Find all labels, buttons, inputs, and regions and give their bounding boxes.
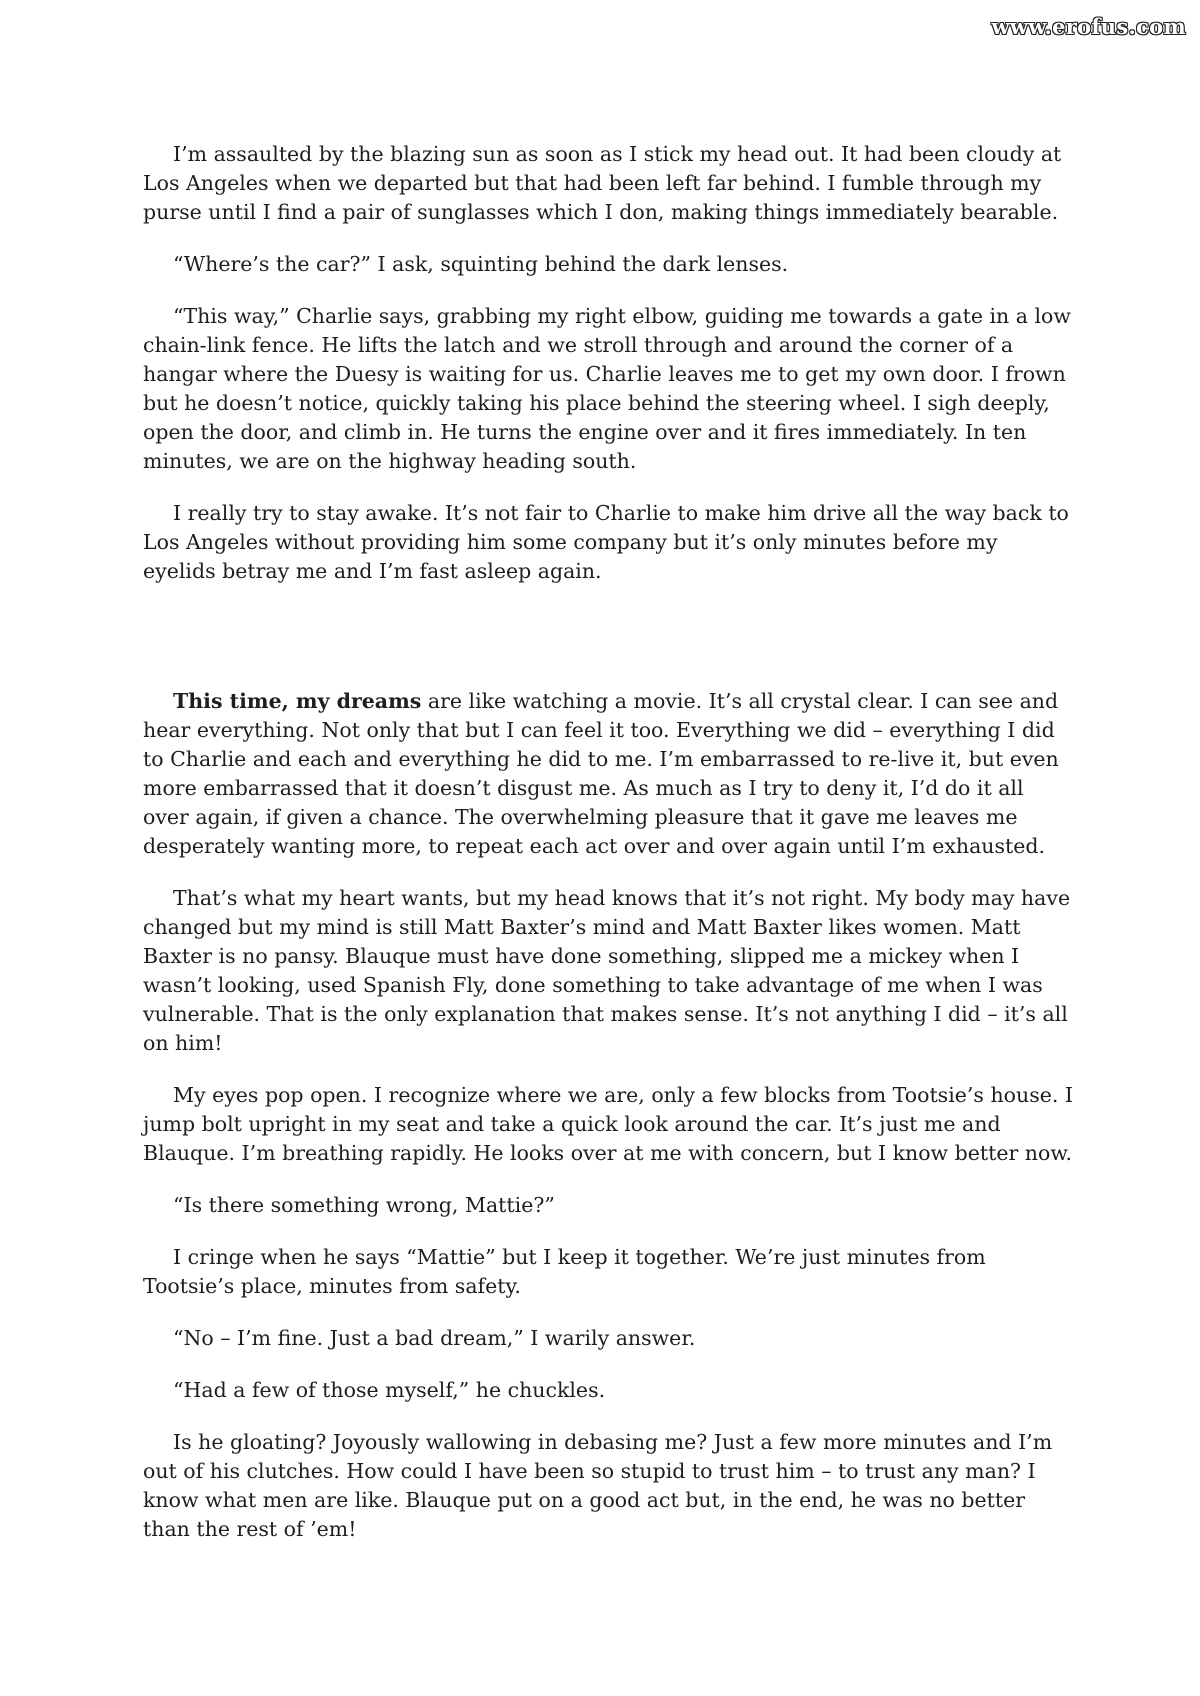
section-lead-text: are like watching a movie. It’s all crystal clear. I can see and hear everything. Not only that but I can feel it too. Everything we did – everything I did to Charlie and each and everything he did to me. I’m embarrassed to re-live it, but even more embarrassed that it doesn’t disgust me. As much as I try to deny it, I’d do it all over again, if given a chance. The overwhelming pleasure that it gave me leaves me desperately wanting more, to repeat each act over and over again until I’m exhausted. — [143, 689, 1059, 858]
paragraph-where-car: “Where’s the car?” I ask, squinting behind the dark lenses. — [173, 252, 789, 276]
paragraph-this-way: “This way,” Charlie says, grabbing my right elbow, guiding me towards a gate in a low chain-link fence. He lifts the latch and we stroll through and around the corner of a hangar where the Duesy is waiting for us. Charlie leaves me to get my own door. I frown but he doesn’t notice, quickly taking his place behind the steering wheel. I sigh deeply, open the door, and climb in. He turns the engine over and it fires immediately. In ten minutes, we are on the highway heading south. — [143, 304, 1071, 473]
paragraph-something-wrong: “Is there something wrong, Mattie?” — [173, 1193, 555, 1217]
page-body — [143, 140, 1073, 1567]
paragraph-gloating: Is he gloating? Joyously wallowing in debasing me? Just a few more minutes and I’m out of his clutches. How could I have been so stupid to trust him – to trust any man? I know what men are like. Blauque put on a good act but, in the end, he was no better than the rest of ’em! — [143, 1430, 1053, 1541]
watermark-text: www.erofus.com — [991, 14, 1186, 39]
paragraph-heart-head: That’s what my heart wants, but my head knows that it’s not right. My body may have changed but my mind is still Matt Baxter’s mind and Matt Baxter likes women. Matt Baxter is no pansy. Blauque must have done something, slipped me a mickey when I wasn’t looking, used Spanish Fly, done something to take advantage of me when I was vulnerable. That is the only explanation that makes sense. It’s not anything I did – it’s all on him! — [143, 886, 1071, 1055]
paragraph-chuckles: “Had a few of those myself,” he chuckles. — [173, 1378, 606, 1402]
paragraph-arrival: I’m assaulted by the blazing sun as soon as I stick my head out. It had been cloudy at Los Angeles when we departed but that had been left far behind. I fumble through my purse until I find a pair of sunglasses which I don, making things immediately bearable. — [143, 142, 1062, 224]
paragraph-cringe: I cringe when he says “Mattie” but I keep it together. We’re just minutes from Tootsie’s place, minutes from safety. — [143, 1245, 986, 1298]
paragraph-stay-awake: I really try to stay awake. It’s not fair to Charlie to make him drive all the way back to Los Angeles without providing him some company but it’s only minutes before my eyelids betray me and I’m fast asleep again. — [143, 501, 1069, 583]
paragraph-bad-dream: “No – I’m fine. Just a bad dream,” I warily answer. — [173, 1326, 696, 1350]
paragraph-eyes-open: My eyes pop open. I recognize where we are, only a few blocks from Tootsie’s house. I jump bolt upright in my seat and take a quick look around the car. It’s just me and Blauque. I’m breathing rapidly. He looks over at me with concern, but I know better now. — [143, 1083, 1073, 1165]
section-lead-bold: This time, my dreams — [173, 689, 422, 713]
paragraph-dreams — [143, 687, 1073, 861]
section-break — [143, 609, 1073, 687]
